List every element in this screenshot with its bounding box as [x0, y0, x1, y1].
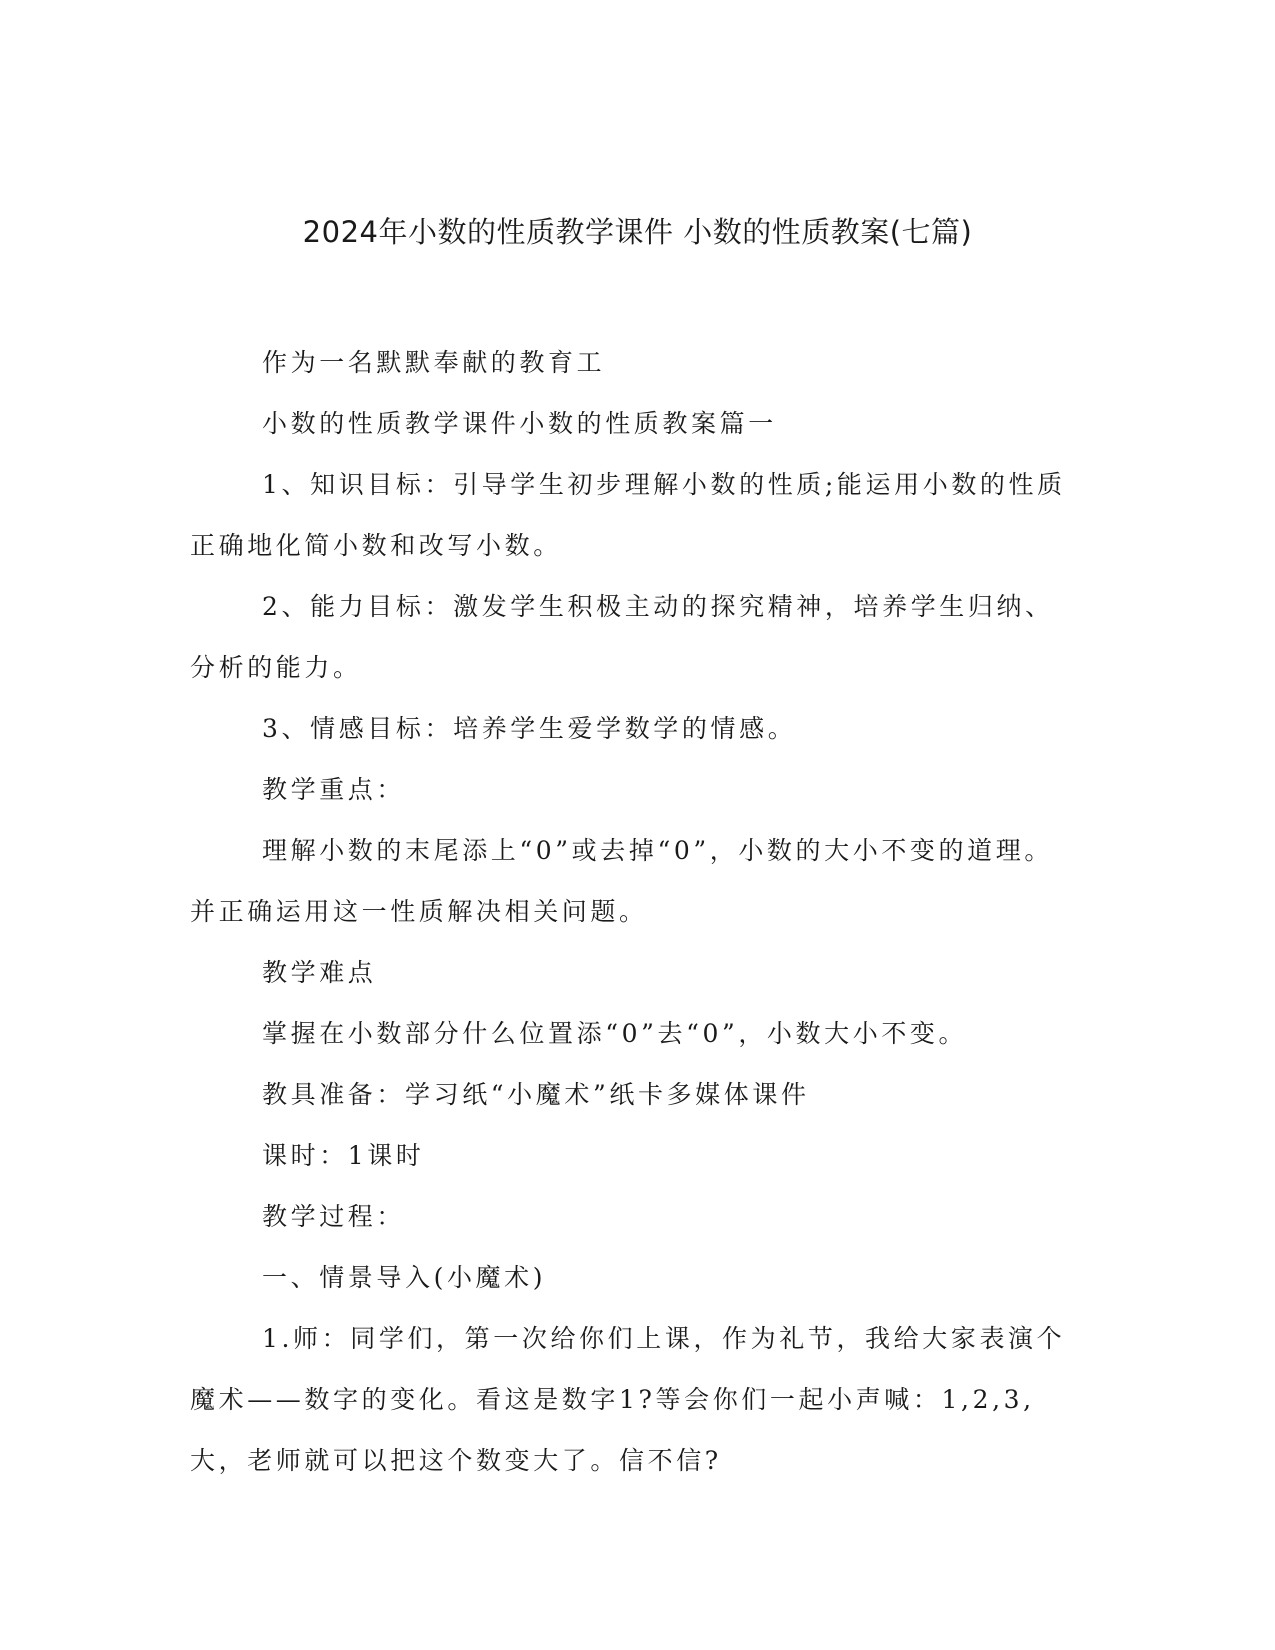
paragraph-knowledge-goal: 1、知识目标：引导学生初步理解小数的性质;能运用小数的性质正确地化简小数和改写小数。: [190, 470, 1066, 560]
paragraph-intro: 作为一名默默奉献的教育工: [262, 348, 606, 377]
document-body: [190, 332, 1070, 1491]
paragraph-key-point-heading: 教学重点：: [262, 775, 406, 804]
paragraph-emotion-goal: 3、情感目标：培养学生爱学数学的情感。: [262, 714, 797, 743]
paragraph-difficulty-heading: 教学难点: [262, 958, 377, 987]
paragraph-ability-goal: 2、能力目标：激发学生积极主动的探究精神，培养学生归纳、分析的能力。: [190, 592, 1054, 682]
paragraph-section-heading: 小数的性质教学课件小数的性质教案篇一: [262, 409, 777, 438]
paragraph-process-heading: 教学过程：: [262, 1202, 406, 1231]
paragraph-intro-step: 一、情景导入(小魔术): [262, 1263, 547, 1292]
paragraph-key-point: 理解小数的末尾添上“0”或去掉“0”，小数的大小不变的道理。并正确运用这一性质解决相关问题。: [190, 836, 1053, 926]
document-title: 2024年小数的性质教学课件 小数的性质教案(七篇): [302, 215, 973, 249]
paragraph-difficulty: 掌握在小数部分什么位置添“0”去“0”，小数大小不变。: [262, 1019, 968, 1048]
paragraph-duration: 课时：1课时: [262, 1141, 425, 1170]
paragraph-materials: 教具准备：学习纸“小魔术”纸卡多媒体课件: [262, 1080, 810, 1109]
paragraph-teacher-magic: 1.师：同学们，第一次给你们上课，作为礼节，我给大家表演个魔术——数字的变化。看这是数字1?等会你们一起小声喊：1,2,3,大，老师就可以把这个数变大了。信不信?: [190, 1324, 1066, 1475]
